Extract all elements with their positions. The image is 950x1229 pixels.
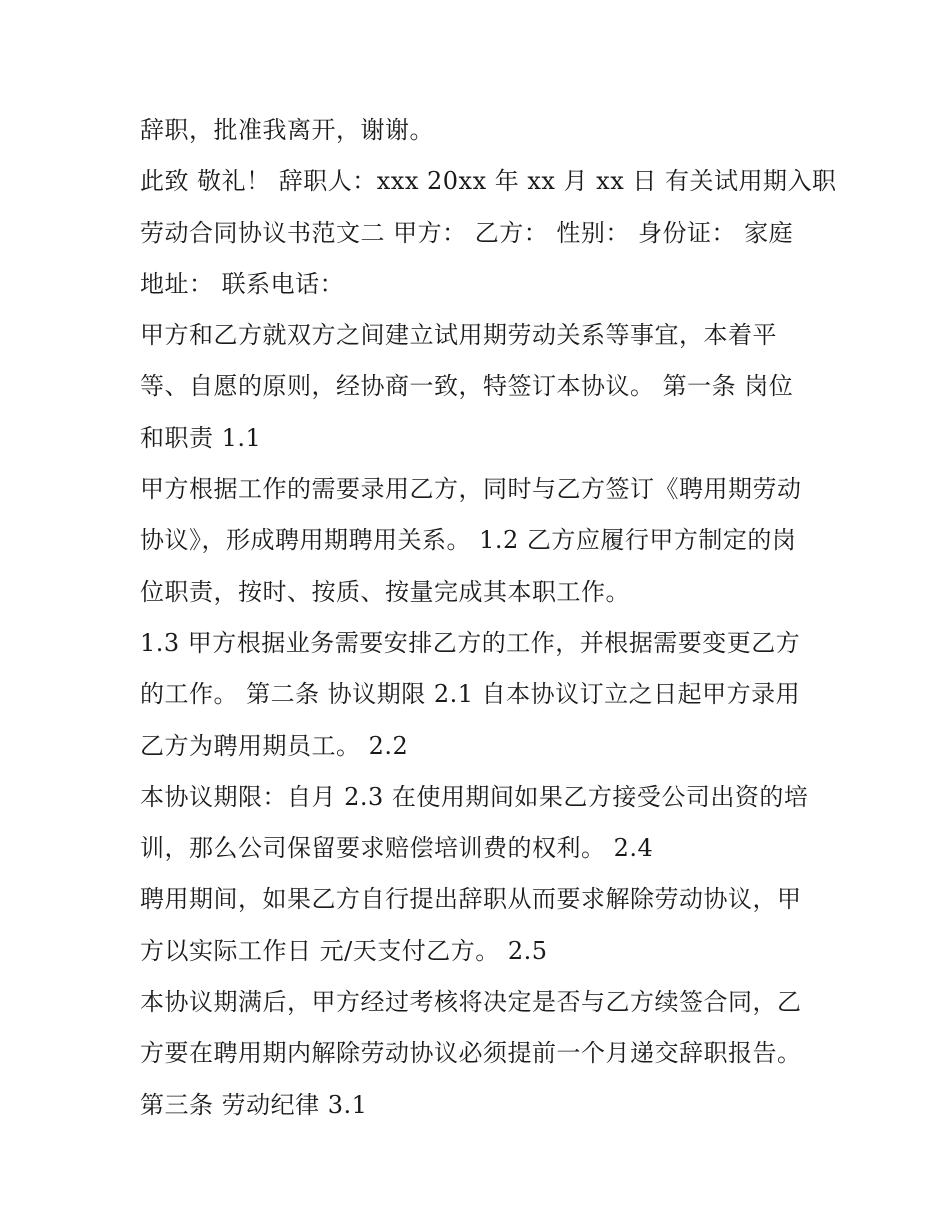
- document-body: [140, 105, 837, 1131]
- text-line: 聘用期间，如果乙方自行提出辞职从而要求解除劳动协议，甲: [140, 885, 802, 914]
- text-line: 甲方和乙方就双方之间建立试用期劳动关系等事宜，本着平: [140, 321, 777, 350]
- text-line: 乙方为聘用期员工。 2.2: [140, 731, 409, 760]
- text-line: 第三条 劳动纪律 3.1: [140, 1090, 368, 1119]
- text-line: 本协议期限：自月 2.3 在使用期间如果乙方接受公司出资的培: [140, 782, 809, 811]
- text-line: 的工作。 第二条 协议期限 2.1 自本协议订立之日起甲方录用: [140, 680, 801, 709]
- text-line: 此致 敬礼！ 辞职人：xxx 20xx 年 xx 月 xx 日 有关试用期入职: [140, 167, 837, 196]
- text-line: 方要在聘用期内解除劳动协议必须提前一个月递交辞职报告。: [140, 1039, 802, 1068]
- text-line: 地址： 联系电话：: [140, 269, 345, 298]
- text-line: 本协议期满后，甲方经过考核将决定是否与乙方续签合同，乙: [140, 988, 802, 1017]
- text-line: 辞职，批准我离开，谢谢。: [140, 116, 434, 144]
- text-line: 等、自愿的原则，经协商一致，特签订本协议。 第一条 岗位: [140, 372, 794, 401]
- text-line: 协议》，形成聘用期聘用关系。 1.2 乙方应履行甲方制定的岗: [140, 526, 797, 555]
- text-line: 1.3 甲方根据业务需要安排乙方的工作，并根据需要变更乙方: [140, 628, 801, 657]
- text-line: 位职责，按时、按质、按量完成其本职工作。: [140, 577, 630, 606]
- text-line: 训，那么公司保留要求赔偿培训费的权利。 2.4: [140, 834, 654, 863]
- text-line: 和职责 1.1: [140, 423, 262, 452]
- text-line: 方以实际工作日 元/天支付乙方。 2.5: [140, 936, 548, 965]
- text-line: 甲方根据工作的需要录用乙方，同时与乙方签订《聘用期劳动: [140, 475, 802, 504]
- text-line: 劳动合同协议书范文二 甲方： 乙方： 性别： 身份证： 家庭: [140, 218, 794, 247]
